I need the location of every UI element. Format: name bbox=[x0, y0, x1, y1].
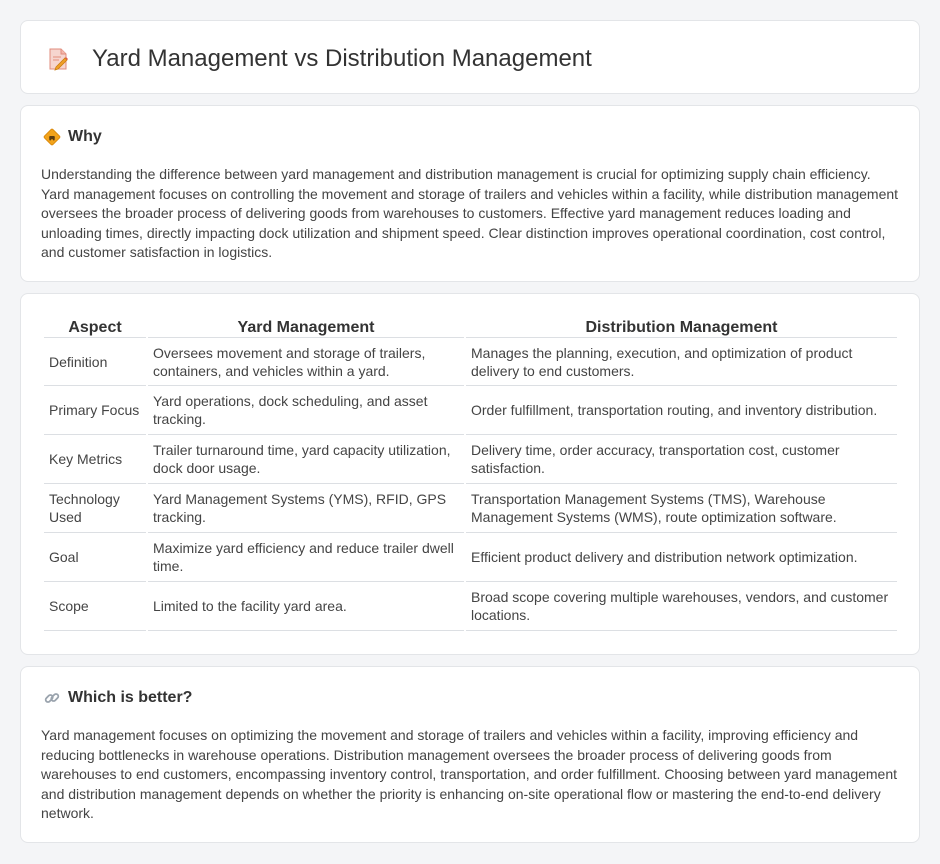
which-heading: Which is better? bbox=[68, 689, 193, 706]
table-row bbox=[44, 338, 897, 386]
row-aspect: Definition bbox=[44, 338, 146, 386]
column-header-distribution: Distribution Management bbox=[466, 315, 897, 338]
table-header-row bbox=[44, 315, 897, 338]
why-section bbox=[20, 105, 920, 282]
why-text: Understanding the difference between yard management and distribution management is crucial for optimizing supply chain efficiency. Yard management focuses on controlling the movement and storage of trailers and vehicles within a facility, while distribution management oversees the broader process of delivering goods from warehouses to customers. Effective yard management reduces loading and unloading times, directly impacting dock utilization and shipment speed. Clear distinction improves operational coordination, cost control, and customer satisfaction in logistics. bbox=[41, 166, 899, 260]
row-yard-value: Yard operations, dock scheduling, and asset tracking. bbox=[148, 386, 464, 435]
column-header-aspect: Aspect bbox=[44, 315, 146, 338]
comparison-table bbox=[42, 315, 899, 631]
which-heading-row bbox=[43, 688, 192, 708]
document-edit-icon bbox=[47, 47, 69, 71]
row-aspect: Primary Focus bbox=[44, 386, 146, 435]
table-row bbox=[44, 582, 897, 631]
row-distribution-value: Efficient product delivery and distribution network optimization. bbox=[466, 533, 897, 582]
why-heading: Why bbox=[68, 128, 102, 145]
link-icon bbox=[43, 689, 61, 707]
row-distribution-value: Broad scope covering multiple warehouses, vendors, and customer locations. bbox=[466, 582, 897, 631]
comparison-table-card bbox=[20, 293, 920, 655]
table-row bbox=[44, 435, 897, 484]
table-row bbox=[44, 533, 897, 582]
page-title: Yard Management vs Distribution Management bbox=[92, 45, 592, 72]
row-distribution-value: Delivery time, order accuracy, transportation cost, customer satisfaction. bbox=[466, 435, 897, 484]
row-yard-value: Limited to the facility yard area. bbox=[148, 582, 464, 631]
row-aspect: Goal bbox=[44, 533, 146, 582]
which-text: Yard management focuses on optimizing the movement and storage of trailers and vehicles within a facility, improving efficiency and reducing bottlenecks in warehouse operations. Distribution management oversees the broader process of delivering goods from warehouses to end customers, encompassing inventory control, transportation, and order fulfillment. Choosing between yard management and distribution management depends on whether the priority is enhancing on-site operational flow or mastering the end-to-end delivery network. bbox=[41, 727, 898, 821]
row-distribution-value: Transportation Management Systems (TMS), Warehouse Management Systems (WMS), route optimization software. bbox=[466, 484, 897, 533]
row-yard-value: Trailer turnaround time, yard capacity utilization, dock door usage. bbox=[148, 435, 464, 484]
row-yard-value: Yard Management Systems (YMS), RFID, GPS tracking. bbox=[148, 484, 464, 533]
row-aspect: Technology Used bbox=[44, 484, 146, 533]
table-row bbox=[44, 484, 897, 533]
row-aspect: Key Metrics bbox=[44, 435, 146, 484]
which-section bbox=[20, 666, 920, 843]
table-row bbox=[44, 386, 897, 435]
why-heading-row bbox=[43, 127, 102, 147]
road-sign-icon bbox=[43, 128, 61, 146]
row-yard-value: Oversees movement and storage of trailers, containers, and vehicles within a yard. bbox=[148, 338, 464, 386]
row-distribution-value: Order fulfillment, transportation routing, and inventory distribution. bbox=[466, 386, 897, 435]
row-yard-value: Maximize yard efficiency and reduce trailer dwell time. bbox=[148, 533, 464, 582]
row-distribution-value: Manages the planning, execution, and optimization of product delivery to end customers. bbox=[466, 338, 897, 386]
column-header-yard: Yard Management bbox=[148, 315, 464, 338]
title-card bbox=[20, 20, 920, 94]
row-aspect: Scope bbox=[44, 582, 146, 631]
